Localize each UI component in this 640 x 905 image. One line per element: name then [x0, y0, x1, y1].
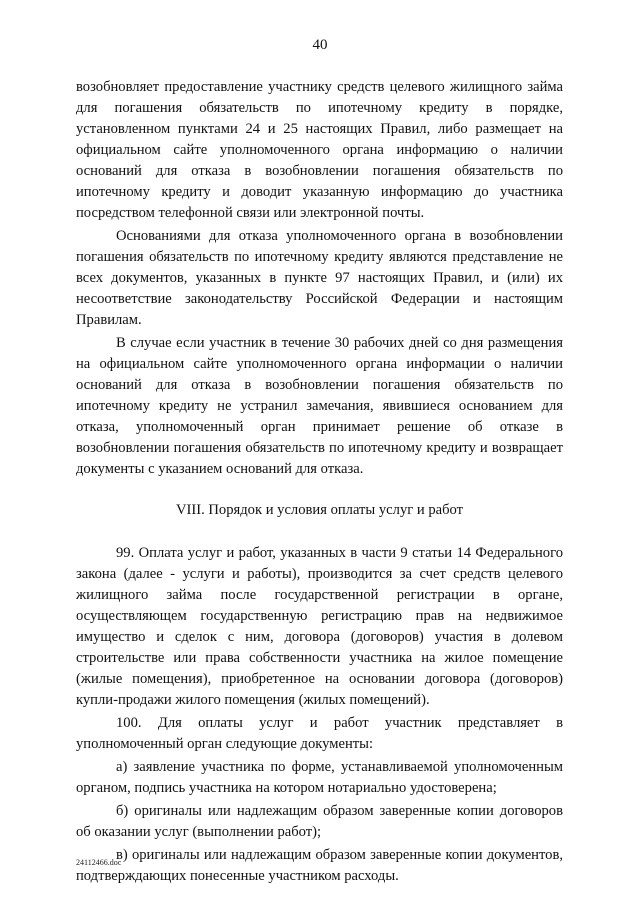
list-item-c: в) оригиналы или надлежащим образом заверенные копии документов, подтверждающих понесенные участником расходы.: [76, 847, 563, 884]
footer-doc-name: 24112466.doc: [76, 858, 122, 867]
list-item-a: а) заявление участника по форме, устанавливаемой уполномоченным органом, подпись участника на котором нотариально удостоверена;: [76, 759, 563, 796]
page-number: 40: [312, 37, 328, 53]
paragraph-refusal-grounds: Основаниями для отказа уполномоченного органа в возобновлении погашения обязательств по ипотечному кредиту являются представление не всех документов, указанных в пункте 97 настоящих Правил, и (или) их несоответствие законодательству Российской Федерации и настоящим Правилам.: [76, 228, 563, 328]
paragraph-refusal-decision: В случае если участник в течение 30 рабочих дней со дня размещения на официальном сайте уполномоченного органа информации о наличии оснований для отказа в возобновлении погашения обязательств по ипотечному кредиту не устранил замечания, явившиеся основанием для отказа, уполномоченный орган принимает решение об отказе в возобновлении погашения обязательств по ипотечному кредиту и возвращает документы с указанием оснований для отказа.: [76, 335, 563, 477]
section-heading: VIII. Порядок и условия оплаты услуг и работ: [175, 502, 464, 518]
paragraph-99: 99. Оплата услуг и работ, указанных в части 9 статьи 14 Федерального закона (далее - услуги и работы), производится за счет средств целевого жилищного займа после государственной регистрации в органе, осуществляющем государственную регистрацию прав на недвижимое имущество и сделок с ним, договора (договоров) участия в долевом строительстве или права собственности участника на жилое помещение (жилые помещения), приобретенное на основании договора (договоров) купли-продажи жилого помещения (жилых помещений).: [76, 545, 563, 708]
paragraph-100: 100. Для оплаты услуг и работ участник представляет в уполномоченный орган следующие документы:: [76, 715, 563, 752]
paragraph-resume-repayment: возобновляет предоставление участнику средств целевого жилищного займа для погашения обязательств по ипотечному кредиту в порядке, установленном пунктами 24 и 25 настоящих Правил, либо размещает на официальном сайте уполномоченного органа информацию о наличии оснований для отказа в возобновлении погашения обязательств по ипотечному кредиту и доводит указанную информацию до участника посредством телефонной связи или электронной почты.: [76, 79, 563, 221]
list-item-b: б) оригиналы или надлежащим образом заверенные копии договоров об оказании услуг (выполнении работ);: [76, 803, 563, 840]
document-body: [76, 77, 563, 887]
